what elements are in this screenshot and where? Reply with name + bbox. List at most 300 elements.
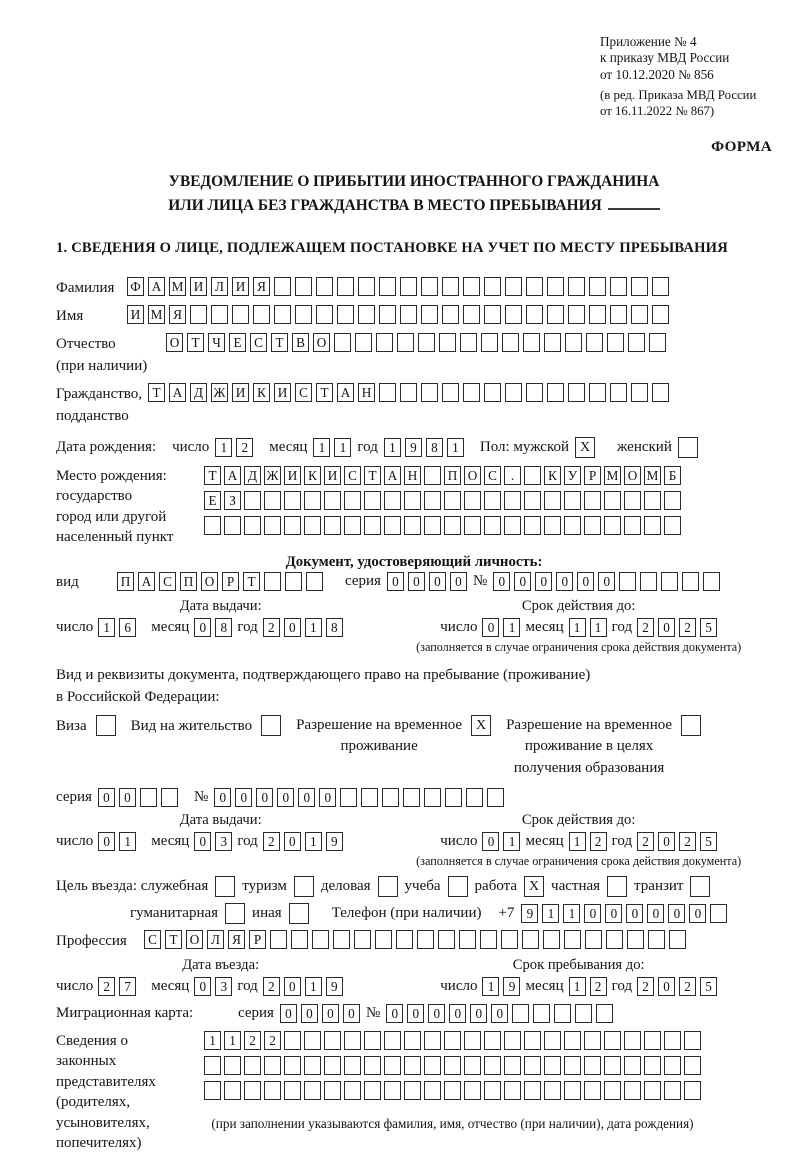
char-box[interactable] <box>284 1031 301 1050</box>
permit-issue-year-boxes[interactable] <box>263 832 343 851</box>
char-box[interactable] <box>564 930 581 949</box>
char-box[interactable] <box>524 1081 541 1100</box>
char-box[interactable]: 2 <box>264 1031 281 1050</box>
char-box[interactable]: 0 <box>449 1004 466 1023</box>
birth-year-boxes[interactable] <box>384 438 464 457</box>
char-box[interactable]: 1 <box>224 1031 241 1050</box>
doc-issue-month-boxes[interactable] <box>194 618 232 637</box>
purpose-official-checkbox[interactable] <box>215 876 235 897</box>
char-box[interactable] <box>464 1031 481 1050</box>
char-box[interactable] <box>404 491 421 510</box>
char-box[interactable] <box>264 516 281 535</box>
doc-series-boxes[interactable] <box>387 572 467 591</box>
patronymic-boxes[interactable] <box>166 333 666 352</box>
char-box[interactable]: 0 <box>408 572 425 591</box>
char-box[interactable] <box>384 491 401 510</box>
char-box[interactable]: Д <box>190 383 207 402</box>
birthplace-line2-boxes[interactable] <box>204 491 681 510</box>
char-box[interactable]: 0 <box>626 904 643 923</box>
char-box[interactable]: К <box>304 466 321 485</box>
char-box[interactable]: 0 <box>214 788 231 807</box>
char-box[interactable] <box>505 277 522 296</box>
char-box[interactable]: И <box>274 383 291 402</box>
firstname-boxes[interactable] <box>127 305 669 324</box>
checkbox-cell[interactable] <box>607 876 627 897</box>
char-box[interactable] <box>487 788 504 807</box>
checkbox-cell[interactable] <box>378 876 398 897</box>
char-box[interactable] <box>664 491 681 510</box>
checkbox-cell[interactable] <box>225 903 245 924</box>
char-box[interactable]: Д <box>244 466 261 485</box>
char-box[interactable] <box>438 930 455 949</box>
char-box[interactable]: Н <box>404 466 421 485</box>
char-box[interactable]: 1 <box>569 977 586 996</box>
char-box[interactable]: Т <box>243 572 260 591</box>
char-box[interactable]: И <box>127 305 144 324</box>
checkbox-cell[interactable] <box>678 437 698 458</box>
char-box[interactable]: 0 <box>514 572 531 591</box>
char-box[interactable]: В <box>292 333 309 352</box>
char-box[interactable] <box>544 1056 561 1075</box>
representatives-line1-boxes[interactable] <box>204 1031 701 1050</box>
char-box[interactable] <box>564 491 581 510</box>
char-box[interactable] <box>344 516 361 535</box>
char-box[interactable] <box>484 1081 501 1100</box>
char-box[interactable]: 0 <box>658 618 675 637</box>
permit-issue-month-boxes[interactable] <box>194 832 232 851</box>
checkbox-cell[interactable] <box>448 876 468 897</box>
char-box[interactable] <box>358 277 375 296</box>
char-box[interactable] <box>684 1031 701 1050</box>
char-box[interactable]: М <box>148 305 165 324</box>
char-box[interactable] <box>244 1056 261 1075</box>
char-box[interactable]: 1 <box>569 618 586 637</box>
char-box[interactable] <box>284 1081 301 1100</box>
checkbox-cell[interactable]: X <box>471 715 491 736</box>
entry-year-boxes[interactable] <box>263 977 343 996</box>
char-box[interactable]: Ж <box>211 383 228 402</box>
char-box[interactable] <box>710 904 727 923</box>
char-box[interactable]: . <box>504 466 521 485</box>
char-box[interactable] <box>463 383 480 402</box>
char-box[interactable] <box>304 1081 321 1100</box>
char-box[interactable] <box>424 1031 441 1050</box>
char-box[interactable] <box>418 333 435 352</box>
char-box[interactable] <box>379 383 396 402</box>
char-box[interactable]: 2 <box>244 1031 261 1050</box>
char-box[interactable]: О <box>624 466 641 485</box>
char-box[interactable]: 2 <box>679 618 696 637</box>
char-box[interactable] <box>464 516 481 535</box>
representatives-line2-boxes[interactable] <box>204 1056 701 1075</box>
char-box[interactable] <box>444 1031 461 1050</box>
char-box[interactable] <box>264 572 281 591</box>
char-box[interactable] <box>466 788 483 807</box>
checkbox-cell[interactable] <box>261 715 281 736</box>
char-box[interactable]: 2 <box>637 832 654 851</box>
char-box[interactable] <box>526 383 543 402</box>
char-box[interactable] <box>564 1031 581 1050</box>
migration-series-boxes[interactable] <box>280 1004 360 1023</box>
char-box[interactable]: 2 <box>679 832 696 851</box>
stay-day-boxes[interactable] <box>482 977 520 996</box>
char-box[interactable] <box>316 277 333 296</box>
char-box[interactable] <box>444 1056 461 1075</box>
char-box[interactable]: 9 <box>326 832 343 851</box>
char-box[interactable]: А <box>337 383 354 402</box>
char-box[interactable] <box>522 930 539 949</box>
char-box[interactable] <box>604 1081 621 1100</box>
char-box[interactable] <box>379 277 396 296</box>
char-box[interactable]: 0 <box>298 788 315 807</box>
char-box[interactable]: 2 <box>679 977 696 996</box>
char-box[interactable] <box>631 305 648 324</box>
char-box[interactable] <box>524 491 541 510</box>
char-box[interactable] <box>324 1031 341 1050</box>
char-box[interactable]: 0 <box>301 1004 318 1023</box>
doc-valid-year-boxes[interactable] <box>637 618 717 637</box>
temp-residence-edu-checkbox[interactable] <box>681 715 701 736</box>
char-box[interactable] <box>295 277 312 296</box>
stay-year-boxes[interactable] <box>637 977 717 996</box>
char-box[interactable]: Т <box>165 930 182 949</box>
char-box[interactable] <box>384 1056 401 1075</box>
char-box[interactable] <box>652 305 669 324</box>
char-box[interactable] <box>284 1056 301 1075</box>
char-box[interactable]: С <box>159 572 176 591</box>
char-box[interactable]: 0 <box>98 832 115 851</box>
char-box[interactable] <box>512 1004 529 1023</box>
representatives-line3-boxes[interactable] <box>204 1081 701 1100</box>
char-box[interactable] <box>364 1031 381 1050</box>
residence-permit-checkbox[interactable] <box>261 715 281 736</box>
checkbox-cell[interactable] <box>215 876 235 897</box>
char-box[interactable] <box>505 305 522 324</box>
char-box[interactable] <box>664 1081 681 1100</box>
char-box[interactable]: 8 <box>215 618 232 637</box>
char-box[interactable] <box>484 1031 501 1050</box>
char-box[interactable]: Р <box>249 930 266 949</box>
char-box[interactable]: 0 <box>386 1004 403 1023</box>
char-box[interactable] <box>375 930 392 949</box>
purpose-work-checkbox[interactable] <box>524 876 544 897</box>
char-box[interactable] <box>337 305 354 324</box>
char-box[interactable] <box>344 1031 361 1050</box>
char-box[interactable] <box>274 305 291 324</box>
char-box[interactable] <box>664 1031 681 1050</box>
char-box[interactable]: 1 <box>503 618 520 637</box>
char-box[interactable] <box>547 277 564 296</box>
char-box[interactable] <box>400 383 417 402</box>
char-box[interactable]: П <box>444 466 461 485</box>
char-box[interactable]: 0 <box>577 572 594 591</box>
char-box[interactable] <box>568 383 585 402</box>
char-box[interactable]: Ч <box>208 333 225 352</box>
sex-male-checkbox[interactable] <box>575 437 595 458</box>
char-box[interactable] <box>439 333 456 352</box>
char-box[interactable] <box>306 572 323 591</box>
char-box[interactable]: Ф <box>127 277 144 296</box>
char-box[interactable]: П <box>117 572 134 591</box>
char-box[interactable]: Ж <box>264 466 281 485</box>
char-box[interactable] <box>664 516 681 535</box>
char-box[interactable] <box>524 1056 541 1075</box>
char-box[interactable] <box>644 516 661 535</box>
char-box[interactable] <box>361 788 378 807</box>
char-box[interactable] <box>575 1004 592 1023</box>
char-box[interactable] <box>404 1031 421 1050</box>
char-box[interactable]: 2 <box>637 618 654 637</box>
char-box[interactable] <box>344 491 361 510</box>
char-box[interactable]: 0 <box>235 788 252 807</box>
char-box[interactable] <box>484 1056 501 1075</box>
surname-boxes[interactable] <box>127 277 669 296</box>
char-box[interactable] <box>304 516 321 535</box>
char-box[interactable]: 1 <box>542 904 559 923</box>
char-box[interactable]: Т <box>148 383 165 402</box>
char-box[interactable]: А <box>138 572 155 591</box>
char-box[interactable]: 0 <box>194 832 211 851</box>
char-box[interactable] <box>384 1031 401 1050</box>
char-box[interactable]: Н <box>358 383 375 402</box>
char-box[interactable] <box>584 1056 601 1075</box>
char-box[interactable] <box>589 277 606 296</box>
char-box[interactable]: 2 <box>263 977 280 996</box>
char-box[interactable]: 0 <box>482 832 499 851</box>
char-box[interactable]: 0 <box>194 977 211 996</box>
char-box[interactable]: 0 <box>605 904 622 923</box>
checkbox-cell[interactable] <box>690 876 710 897</box>
char-box[interactable]: 0 <box>387 572 404 591</box>
char-box[interactable] <box>484 383 501 402</box>
char-box[interactable] <box>624 491 641 510</box>
char-box[interactable]: 0 <box>493 572 510 591</box>
char-box[interactable] <box>284 491 301 510</box>
char-box[interactable]: 9 <box>405 438 422 457</box>
char-box[interactable] <box>544 491 561 510</box>
char-box[interactable] <box>442 305 459 324</box>
char-box[interactable] <box>244 516 261 535</box>
char-box[interactable] <box>211 305 228 324</box>
permit-valid-year-boxes[interactable] <box>637 832 717 851</box>
char-box[interactable] <box>607 333 624 352</box>
char-box[interactable]: Я <box>253 277 270 296</box>
char-box[interactable] <box>224 516 241 535</box>
char-box[interactable] <box>627 930 644 949</box>
char-box[interactable]: 1 <box>384 438 401 457</box>
char-box[interactable]: Т <box>364 466 381 485</box>
char-box[interactable] <box>264 1081 281 1100</box>
permit-series-boxes[interactable] <box>98 788 178 807</box>
char-box[interactable] <box>502 333 519 352</box>
char-box[interactable] <box>444 516 461 535</box>
char-box[interactable] <box>669 930 686 949</box>
char-box[interactable]: П <box>180 572 197 591</box>
char-box[interactable] <box>610 305 627 324</box>
char-box[interactable]: 1 <box>334 438 351 457</box>
char-box[interactable]: А <box>224 466 241 485</box>
char-box[interactable]: 5 <box>700 618 717 637</box>
char-box[interactable]: С <box>144 930 161 949</box>
char-box[interactable]: 0 <box>98 788 115 807</box>
char-box[interactable] <box>382 788 399 807</box>
char-box[interactable]: 0 <box>491 1004 508 1023</box>
char-box[interactable] <box>364 491 381 510</box>
char-box[interactable] <box>464 1056 481 1075</box>
char-box[interactable]: Л <box>211 277 228 296</box>
char-box[interactable] <box>564 1081 581 1100</box>
char-box[interactable] <box>604 1056 621 1075</box>
char-box[interactable] <box>364 1056 381 1075</box>
char-box[interactable]: 0 <box>482 618 499 637</box>
char-box[interactable] <box>610 277 627 296</box>
purpose-transit-checkbox[interactable] <box>690 876 710 897</box>
char-box[interactable] <box>404 1081 421 1100</box>
char-box[interactable] <box>161 788 178 807</box>
entry-month-boxes[interactable] <box>194 977 232 996</box>
char-box[interactable]: А <box>169 383 186 402</box>
char-box[interactable] <box>442 383 459 402</box>
char-box[interactable]: Р <box>584 466 601 485</box>
char-box[interactable]: 0 <box>556 572 573 591</box>
char-box[interactable] <box>384 1081 401 1100</box>
char-box[interactable]: 0 <box>284 977 301 996</box>
permit-issue-day-boxes[interactable] <box>98 832 136 851</box>
checkbox-cell[interactable] <box>96 715 116 736</box>
char-box[interactable] <box>358 305 375 324</box>
doc-valid-month-boxes[interactable] <box>569 618 607 637</box>
purpose-private-checkbox[interactable] <box>607 876 627 897</box>
char-box[interactable] <box>544 333 561 352</box>
char-box[interactable] <box>444 491 461 510</box>
checkbox-cell[interactable]: X <box>524 876 544 897</box>
permit-number-boxes[interactable] <box>214 788 504 807</box>
doc-number-boxes[interactable] <box>493 572 720 591</box>
char-box[interactable] <box>463 305 480 324</box>
char-box[interactable]: 0 <box>256 788 273 807</box>
char-box[interactable] <box>285 572 302 591</box>
char-box[interactable]: Е <box>229 333 246 352</box>
char-box[interactable]: С <box>344 466 361 485</box>
char-box[interactable]: 6 <box>119 618 136 637</box>
char-box[interactable] <box>253 305 270 324</box>
char-box[interactable]: 1 <box>305 977 322 996</box>
char-box[interactable]: 0 <box>280 1004 297 1023</box>
char-box[interactable]: 2 <box>637 977 654 996</box>
char-box[interactable] <box>421 305 438 324</box>
char-box[interactable] <box>364 516 381 535</box>
birth-month-boxes[interactable] <box>313 438 351 457</box>
birthplace-line3-boxes[interactable] <box>204 516 681 535</box>
char-box[interactable]: 9 <box>326 977 343 996</box>
char-box[interactable]: 1 <box>305 832 322 851</box>
char-box[interactable] <box>421 383 438 402</box>
visa-checkbox[interactable] <box>96 715 116 736</box>
char-box[interactable]: 0 <box>647 904 664 923</box>
char-box[interactable] <box>526 305 543 324</box>
char-box[interactable] <box>270 930 287 949</box>
doc-type-boxes[interactable] <box>117 572 323 591</box>
char-box[interactable] <box>610 383 627 402</box>
char-box[interactable] <box>364 1081 381 1100</box>
purpose-business-checkbox[interactable] <box>378 876 398 897</box>
char-box[interactable]: М <box>169 277 186 296</box>
char-box[interactable]: О <box>201 572 218 591</box>
char-box[interactable] <box>464 491 481 510</box>
char-box[interactable] <box>304 491 321 510</box>
char-box[interactable] <box>533 1004 550 1023</box>
char-box[interactable] <box>204 516 221 535</box>
char-box[interactable] <box>652 383 669 402</box>
char-box[interactable] <box>584 491 601 510</box>
char-box[interactable] <box>463 277 480 296</box>
char-box[interactable] <box>564 516 581 535</box>
char-box[interactable]: 1 <box>482 977 499 996</box>
char-box[interactable] <box>324 516 341 535</box>
char-box[interactable] <box>584 1031 601 1050</box>
birthplace-line1-boxes[interactable] <box>204 466 681 485</box>
char-box[interactable]: 1 <box>119 832 136 851</box>
char-box[interactable]: Т <box>271 333 288 352</box>
char-box[interactable] <box>324 1056 341 1075</box>
doc-issue-year-boxes[interactable] <box>263 618 343 637</box>
char-box[interactable] <box>703 572 720 591</box>
char-box[interactable] <box>631 277 648 296</box>
char-box[interactable] <box>604 491 621 510</box>
char-box[interactable] <box>584 1081 601 1100</box>
purpose-other-checkbox[interactable] <box>289 903 309 924</box>
char-box[interactable]: 5 <box>700 832 717 851</box>
temp-residence-checkbox[interactable] <box>471 715 491 736</box>
char-box[interactable] <box>204 1056 221 1075</box>
char-box[interactable] <box>344 1081 361 1100</box>
char-box[interactable]: М <box>644 466 661 485</box>
char-box[interactable] <box>523 333 540 352</box>
char-box[interactable]: К <box>544 466 561 485</box>
char-box[interactable] <box>304 1056 321 1075</box>
char-box[interactable]: Т <box>204 466 221 485</box>
char-box[interactable] <box>524 516 541 535</box>
char-box[interactable]: 1 <box>590 618 607 637</box>
char-box[interactable]: О <box>313 333 330 352</box>
char-box[interactable] <box>624 1031 641 1050</box>
char-box[interactable] <box>224 1081 241 1100</box>
char-box[interactable]: О <box>186 930 203 949</box>
char-box[interactable] <box>444 1081 461 1100</box>
char-box[interactable] <box>554 1004 571 1023</box>
char-box[interactable] <box>324 491 341 510</box>
char-box[interactable]: Т <box>316 383 333 402</box>
char-box[interactable]: И <box>190 277 207 296</box>
char-box[interactable] <box>344 1056 361 1075</box>
char-box[interactable]: 2 <box>590 832 607 851</box>
char-box[interactable] <box>204 1081 221 1100</box>
char-box[interactable] <box>224 1056 241 1075</box>
char-box[interactable] <box>397 333 414 352</box>
char-box[interactable] <box>140 788 157 807</box>
char-box[interactable] <box>384 516 401 535</box>
char-box[interactable]: Е <box>204 491 221 510</box>
char-box[interactable] <box>547 305 564 324</box>
char-box[interactable]: С <box>250 333 267 352</box>
char-box[interactable] <box>460 333 477 352</box>
char-box[interactable]: 2 <box>590 977 607 996</box>
char-box[interactable]: 7 <box>119 977 136 996</box>
phone-boxes[interactable] <box>521 904 727 923</box>
checkbox-cell[interactable] <box>294 876 314 897</box>
char-box[interactable] <box>304 1031 321 1050</box>
char-box[interactable] <box>644 491 661 510</box>
